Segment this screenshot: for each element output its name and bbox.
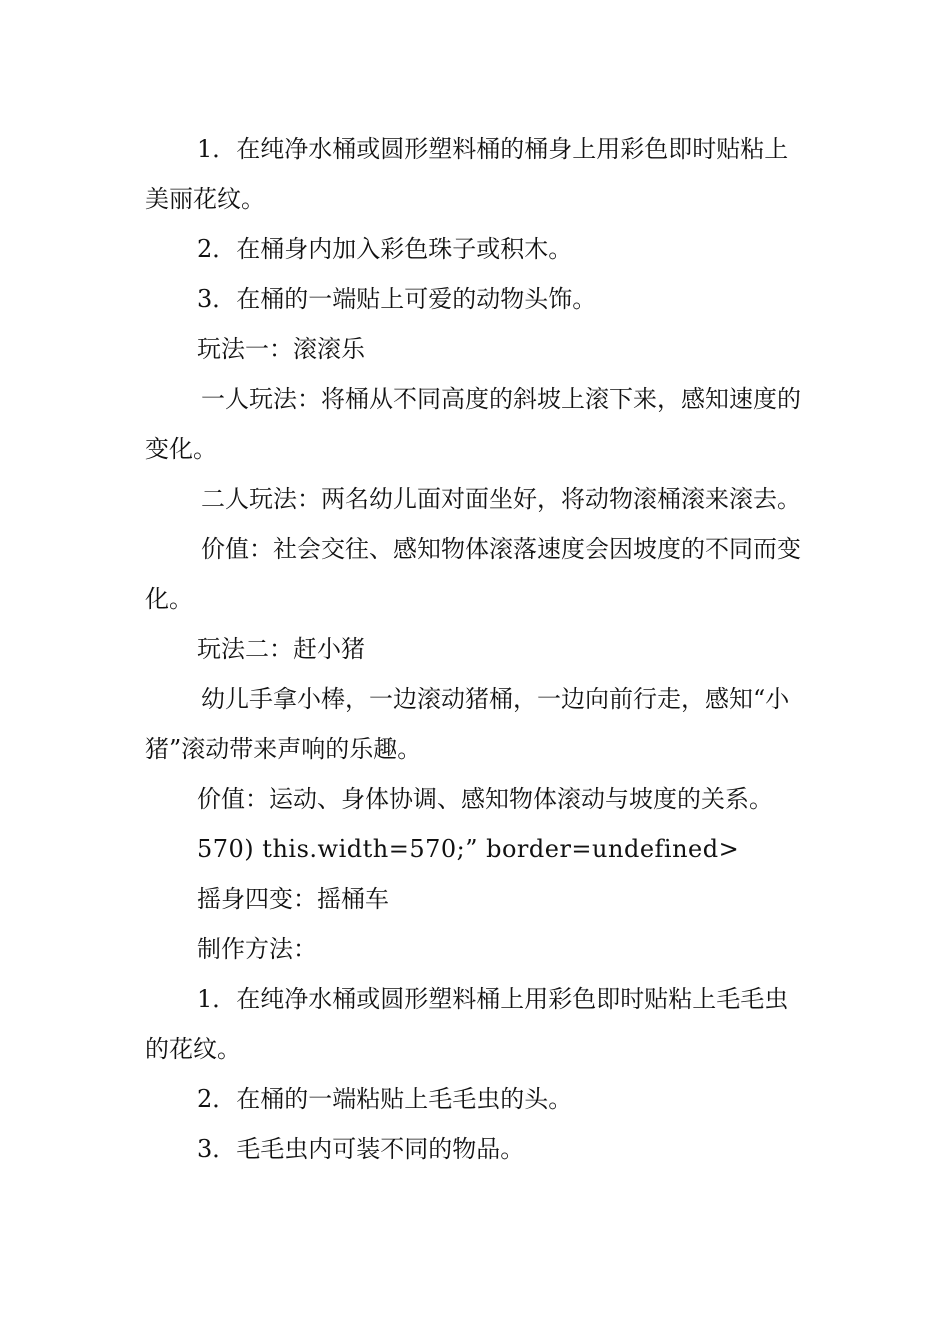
paragraph-two-player: 二人玩法：两名幼儿面对面坐好，将动物滚桶滚来滚去。 [201,485,801,513]
section-heading-play-2: 玩法二：赶小猪 [197,635,365,663]
paragraph-play-2-description: 幼儿手拿小棒，一边滚动猪桶，一边向前行走，感知“小猪”滚动带来声响的乐趣。 [145,685,790,763]
paragraph-single-player: 一人玩法：将桶从不同高度的斜坡上滚下来，感知速度的变化。 [145,385,801,463]
section-heading-variation-4: 摇身四变：摇桶车 [197,885,389,913]
paragraph-make-step-3: 3．毛毛虫内可装不同的物品。 [197,1135,525,1163]
section-heading-play-1: 玩法一：滚滚乐 [197,335,365,363]
document-body [145,124,810,1174]
paragraph-make-step-1: 1．在纯净水桶或圆形塑料桶上用彩色即时贴粘上毛毛虫的花纹。 [145,985,789,1063]
paragraph-step-3: 3．在桶的一端贴上可爱的动物头饰。 [197,285,597,313]
paragraph-step-1: 1．在纯净水桶或圆形塑料桶的桶身上用彩色即时贴粘上美丽花纹。 [145,135,789,213]
paragraph-value-2: 价值：运动、身体协调、感知物体滚动与坡度的关系。 [197,785,773,813]
paragraph-make-step-2: 2．在桶的一端粘贴上毛毛虫的头。 [197,1085,573,1113]
paragraph-step-2: 2．在桶身内加入彩色珠子或积木。 [197,235,573,263]
subheading-making-method: 制作方法： [197,935,317,963]
paragraph-value-1: 价值：社会交往、感知物体滚落速度会因坡度的不同而变化。 [145,535,801,613]
paragraph-broken-markup: 570) this.width=570;” border=undefined> [197,835,740,863]
